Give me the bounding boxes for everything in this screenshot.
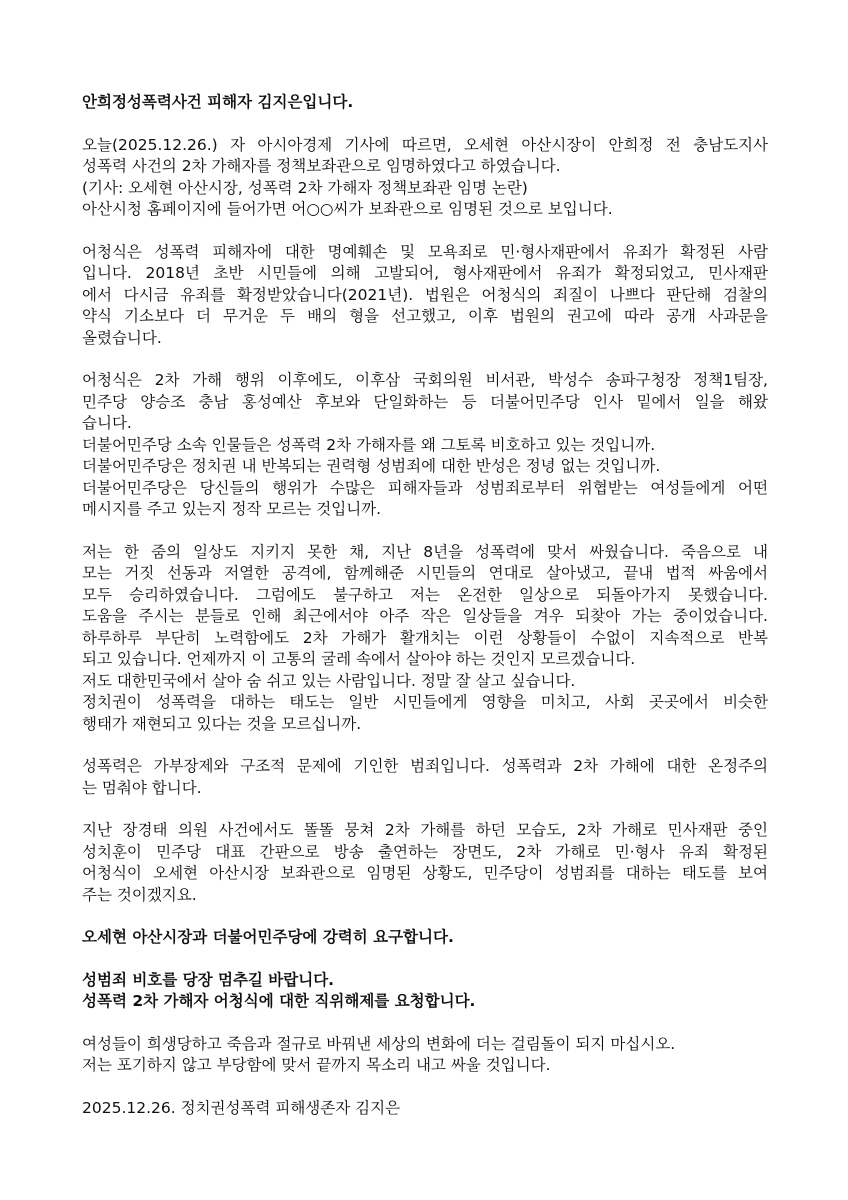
text-line: 행태가 재현되고 있다는 것을 모르십니까. [82,714,362,733]
text-line: 습니다. [82,414,132,432]
title-line: 안희정성폭력사건 피해자 김지은입니다. [82,93,354,111]
signature [82,1098,768,1120]
text-line: 성치훈이 민주당 대표 간판으로 방송 출연하는 장면도, 2차 가해로 민·형사 유죄 확정된 [82,842,768,861]
text-line: 성폭력 사건의 2차 가해자를 정책보좌관으로 임명하였다고 하였습니다. [82,157,561,175]
text-line: 에서 다시금 유죄를 확정받았습니다(2021년). 법원은 어청식의 죄질이 나쁘다 판단해 검찰의 [82,285,768,304]
text-line: 지난 장경태 의원 사건에서도 똘똘 뭉쳐 2차 가해를 하던 모습도, 2차 가해로 민사재판 중인 [82,821,768,839]
text-line: 메시지를 주고 있는지 정작 모르는 것입니까. [82,500,382,518]
signature-line: 2025.12.26. 정치권성폭력 피해생존자 김지은 [82,1098,401,1117]
paragraph-career [82,370,768,521]
text-line: 되고 있습니다. 언제까지 이 고통의 굴레 속에서 살아야 하는 것인지 모르겠습니다. [82,650,636,668]
text-line: 올렸습니다. [82,328,162,347]
text-line: 주는 것이겠지요. [82,885,197,904]
text-line: 도움을 주시는 분들로 인해 최근에서야 아주 작은 일상들을 겨우 되찾아 가는 중이었습니다. [82,607,768,625]
statement-document [82,92,768,1119]
text-line: 는 멈춰야 합니다. [82,778,202,797]
text-line: 오세현 아산시장과 더불어민주당에 강력히 요구합니다. [82,928,454,946]
paragraph-article-report [82,135,768,221]
text-line: 민주당 양승조 충남 홍성예산 후보와 단일화하는 등 더불어민주당 인사 밑에서 일을 해왔 [82,392,768,411]
paragraph-personal [82,542,768,736]
paragraph-closing [82,1034,768,1077]
text-line: 성폭력은 가부장제와 구조적 문제에 기인한 범죄입니다. 성폭력과 2차 가해에 대한 온정주의 [82,757,768,775]
paragraph-examples [82,820,768,906]
text-line: 하루하루 부단히 노력함에도 2차 가해가 활개치는 이런 상황들이 수없이 지속적으로 반복 [82,628,768,647]
text-line: 저는 한 줌의 일상도 지키지 못한 채, 지난 8년을 성폭력에 맞서 싸웠습니다. 죽음으로 내 [82,542,768,561]
text-line: 어청식은 2차 가해 행위 이후에도, 이후삼 국회의원 비서관, 박성수 송파구청장 정책1팀장, [82,371,768,389]
text-line: 오늘(2025.12.26.) 자 아시아경제 기사에 따르면, 오세현 아산시장이 안희정 전 충남도지사 [82,135,768,154]
text-line: 저도 대한민국에서 살아 숨 쉬고 있는 사람입니다. 정말 잘 살고 싶습니다. [82,671,576,690]
text-line: 모두 승리하였습니다. 그럼에도 불구하고 저는 온전한 일상으로 되돌아가지 못했습니다. [82,585,768,604]
text-line: 저는 포기하지 않고 부당함에 맞서 끝까지 목소리 내고 싸울 것입니다. [82,1056,551,1074]
document-title [82,92,768,114]
demand-list [82,970,768,1013]
demand-item: 성범죄 비호를 당장 멈추길 바랍니다. [82,970,335,989]
text-line: 입니다. 2018년 초반 시민들에 의해 고발되어, 형사재판에서 유죄가 확정되었고, 민사재판 [82,264,768,282]
text-line: 모는 거짓 선동과 저열한 공격에, 함께해준 시민들의 연대로 살아냈고, 끝내 법적 싸움에서 [82,564,768,582]
text-line: 정치권이 성폭력을 대하는 태도는 일반 시민들에게 영향을 미치고, 사회 곳곳에서 비슷한 [82,693,768,711]
demand-heading [82,927,768,949]
text-line: 여성들이 희생당하고 죽음과 절규로 바꿔낸 세상의 변화에 더는 걸림돌이 되지 마십시오. [82,1034,676,1053]
text-line: 약식 기소보다 더 무거운 두 배의 형을 선고했고, 이후 법원의 권고에 따라 공개 사과문을 [82,307,768,325]
text-line: 더불어민주당 소속 인물들은 성폭력 2차 가해자를 왜 그토록 비호하고 있는 것입니까. [82,435,656,454]
text-line: 어청식은 성폭력 피해자에 대한 명예훼손 및 모욕죄로 민·형사재판에서 유죄가 확정된 사람 [82,242,768,261]
text-line: 더불어민주당은 정치권 내 반복되는 권력형 성범죄에 대한 반성은 정녕 없는 것입니까. [82,457,661,475]
text-line: 어청식이 오세현 아산시장 보좌관으로 임명된 상황도, 민주당이 성범죄를 대하는 태도를 보여 [82,864,768,882]
paragraph-structural [82,756,768,799]
text-line: 아산시청 홈페이지에 들어가면 어○○씨가 보좌관으로 임명된 것으로 보입니다. [82,200,613,218]
text-line: 더불어민주당은 당신들의 행위가 수많은 피해자들과 성범죄로부터 위협받는 여성들에게 어떤 [82,478,768,497]
text-line: (기사: 오세현 아산시장, 성폭력 2차 가해자 정책보좌관 임명 논란) [82,178,528,197]
demand-item: 성폭력 2차 가해자 어청식에 대한 직위해제를 요청합니다. [82,992,476,1010]
paragraph-conviction [82,242,768,350]
